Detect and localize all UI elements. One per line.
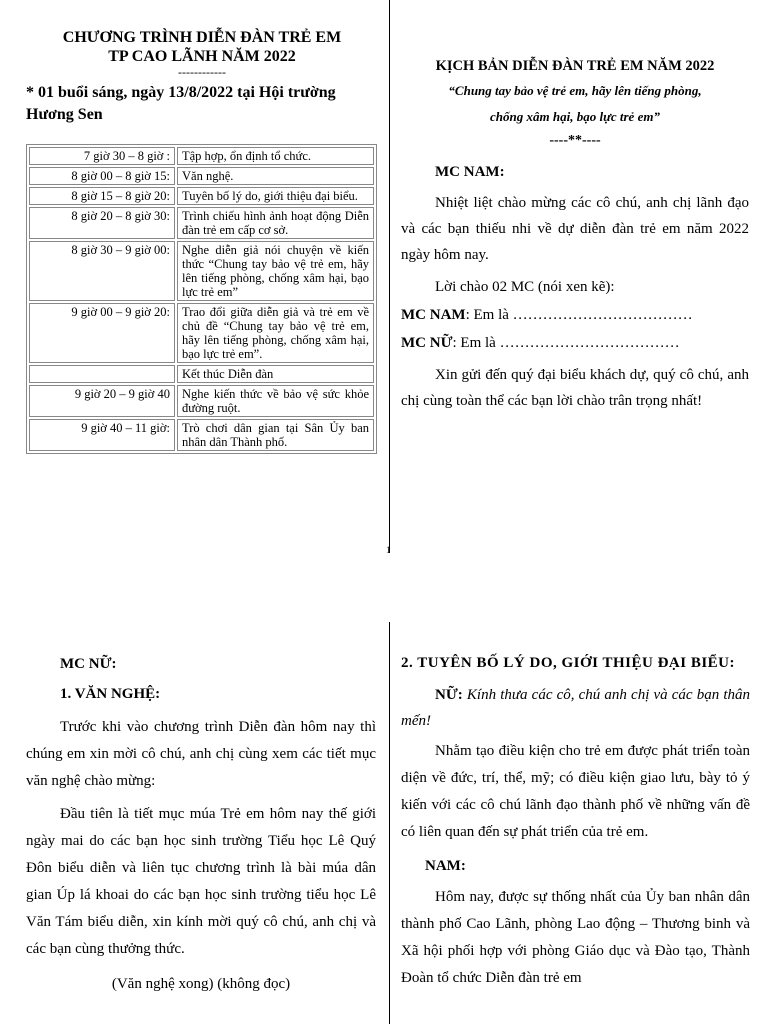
schedule-row <box>29 365 374 383</box>
nu-label: NỮ: <box>435 687 463 703</box>
title-rule: ------------ <box>178 65 226 79</box>
schedule-row <box>29 167 374 185</box>
program-title-line2: TP CAO LÃNH NĂM 2022 <box>108 48 296 65</box>
section-van-nghe: 1. VĂN NGHỆ: <box>60 686 161 702</box>
van-nghe-details: Đầu tiên là tiết mục múa Trẻ em hôm nay thế giới ngày mai do các bạn học sinh trường Tiểu học Lê Quý Đôn biểu diễn và liên tục chương trình là bài múa dân gian Úp lá khoai do các bạn học sinh trường tiểu học Lê Văn Tám biểu diễn, xin kính mời quý cô chú, anh chị và các bạn cùng thưởng thức. <box>26 806 376 957</box>
schedule-row <box>29 419 374 451</box>
page-number: 1 <box>386 545 391 555</box>
schedule-table <box>26 144 377 454</box>
mc-nam-line <box>401 302 749 328</box>
section-tuyen-bo: 2. TUYÊN BỐ LÝ DO, GIỚI THIỆU ĐẠI BIỂU: <box>401 655 736 671</box>
welcome-paragraph: Nhiệt liệt chào mừng các cô chú, anh chị lãnh đạo và các bạn thiếu nhi về dự diễn đàn trẻ em năm 2022 ngày hôm nay. <box>401 195 749 263</box>
nu-greeting-line <box>401 682 750 734</box>
schedule-time: 7 giờ 30 – 8 giờ : <box>29 147 175 165</box>
mc-nu-line <box>401 330 749 356</box>
schedule-row <box>29 207 374 239</box>
page2-right-column <box>401 650 750 992</box>
script-subtitle-line2: chống xâm hại, bạo lực trẻ em” <box>490 109 660 124</box>
schedule-row <box>29 187 374 205</box>
schedule-time: 9 giờ 20 – 9 giờ 40 <box>29 385 175 417</box>
greeting-paragraph: Xin gửi đến quý đại biểu khách dự, quý cô chú, anh chị cùng toàn thể các bạn lời chào trân trọng nhất! <box>401 367 749 409</box>
schedule-activity: Nghe kiến thức về bảo vệ sức khỏe đường ruột. <box>177 385 374 417</box>
schedule-row <box>29 303 374 363</box>
schedule-time: 9 giờ 40 – 11 giờ: <box>29 419 175 451</box>
mc-nu-heading: MC NỮ: <box>60 656 117 672</box>
script-subtitle-line1: “Chung tay bảo vệ trẻ em, hãy lên tiếng phòng, <box>448 83 702 98</box>
session-info: * 01 buổi sáng, ngày 13/8/2022 tại Hội trường Hương Sen <box>26 84 336 123</box>
mc-nam-heading: MC NAM: <box>435 164 505 180</box>
purpose-paragraph: Nhằm tạo điều kiện cho trẻ em được phát triển toàn diện về đức, trí, thể, mỹ; có điều kiện giao lưu, bày tỏ ý kiến với các cô chú lãnh đạo thành phố về những vấn đề có liên quan đến sự phát triển của trẻ em. <box>401 743 750 840</box>
script-title: KỊCH BẢN DIỄN ĐÀN TRẺ EM NĂM 2022 <box>435 58 715 74</box>
page2-left-column <box>26 650 376 997</box>
nu-greeting-text: Kính thưa các cô, chú anh chị và các bạn thân mến! <box>401 687 750 729</box>
mc-nu-text: : Em là ……………………………… <box>452 335 680 351</box>
schedule-activity: Tập hợp, ổn định tổ chức. <box>177 147 374 165</box>
schedule-time: 8 giờ 15 – 8 giờ 20: <box>29 187 175 205</box>
mc-nu-label: MC NỮ <box>401 335 453 351</box>
page2-column-divider <box>389 622 390 1024</box>
program-title-line1: CHƯƠNG TRÌNH DIỄN ĐÀN TRẺ EM <box>62 29 342 46</box>
page1-right-column <box>401 56 749 414</box>
page1-column-divider <box>389 0 390 553</box>
schedule-time: 8 giờ 00 – 8 giờ 15: <box>29 167 175 185</box>
schedule-activity: Trò chơi dân gian tại Sân Ủy ban nhân dân Thành phố. <box>177 419 374 451</box>
schedule-row <box>29 147 374 165</box>
mc-greeting-note: Lời chào 02 MC (nói xen kẽ): <box>435 279 615 295</box>
schedule-time: 8 giờ 20 – 8 giờ 30: <box>29 207 175 239</box>
page1-left-column <box>26 28 378 454</box>
schedule-time <box>29 365 175 383</box>
schedule-activity: Văn nghệ. <box>177 167 374 185</box>
van-nghe-intro: Trước khi vào chương trình Diễn đàn hôm nay thì chúng em xin mời cô chú, anh chị cùng xem các tiết mục văn nghệ chào mừng: <box>26 719 376 789</box>
schedule-row <box>29 385 374 417</box>
schedule-time: 9 giờ 00 – 9 giờ 20: <box>29 303 175 363</box>
schedule-activity: Kết thúc Diễn đàn <box>177 365 374 383</box>
organizer-paragraph: Hôm nay, được sự thống nhất của Ủy ban nhân dân thành phố Cao Lãnh, phòng Lao động – Thương binh và Xã hội phối hợp với phòng Giáo dục và Đào tạo, Thành Đoàn tổ chức Diễn đàn trẻ em <box>401 889 750 986</box>
schedule-activity: Trình chiếu hình ảnh hoạt động Diễn đàn trẻ em cấp cơ sở. <box>177 207 374 239</box>
van-nghe-note: (Văn nghệ xong) (không đọc) <box>111 976 291 992</box>
schedule-activity: Trao đổi giữa diễn giả và trẻ em về chủ đề “Chung tay bảo vệ trẻ em, hãy lên tiếng phòng, chống xâm hại, bạo lực trẻ em”. <box>177 303 374 363</box>
schedule-row <box>29 241 374 301</box>
mc-nam-label: MC NAM <box>401 307 466 323</box>
nam-heading: NAM: <box>425 858 466 874</box>
mc-nam-text: : Em là ……………………………… <box>465 307 693 323</box>
schedule-activity: Tuyên bố lý do, giới thiệu đại biểu. <box>177 187 374 205</box>
schedule-activity: Nghe diễn giả nói chuyện về kiến thức “Chung tay bảo vệ trẻ em, hãy lên tiếng phòng, chống xâm hại, bạo lực trẻ em” <box>177 241 374 301</box>
schedule-time: 8 giờ 30 – 9 giờ 00: <box>29 241 175 301</box>
script-separator: ----**---- <box>549 133 601 148</box>
